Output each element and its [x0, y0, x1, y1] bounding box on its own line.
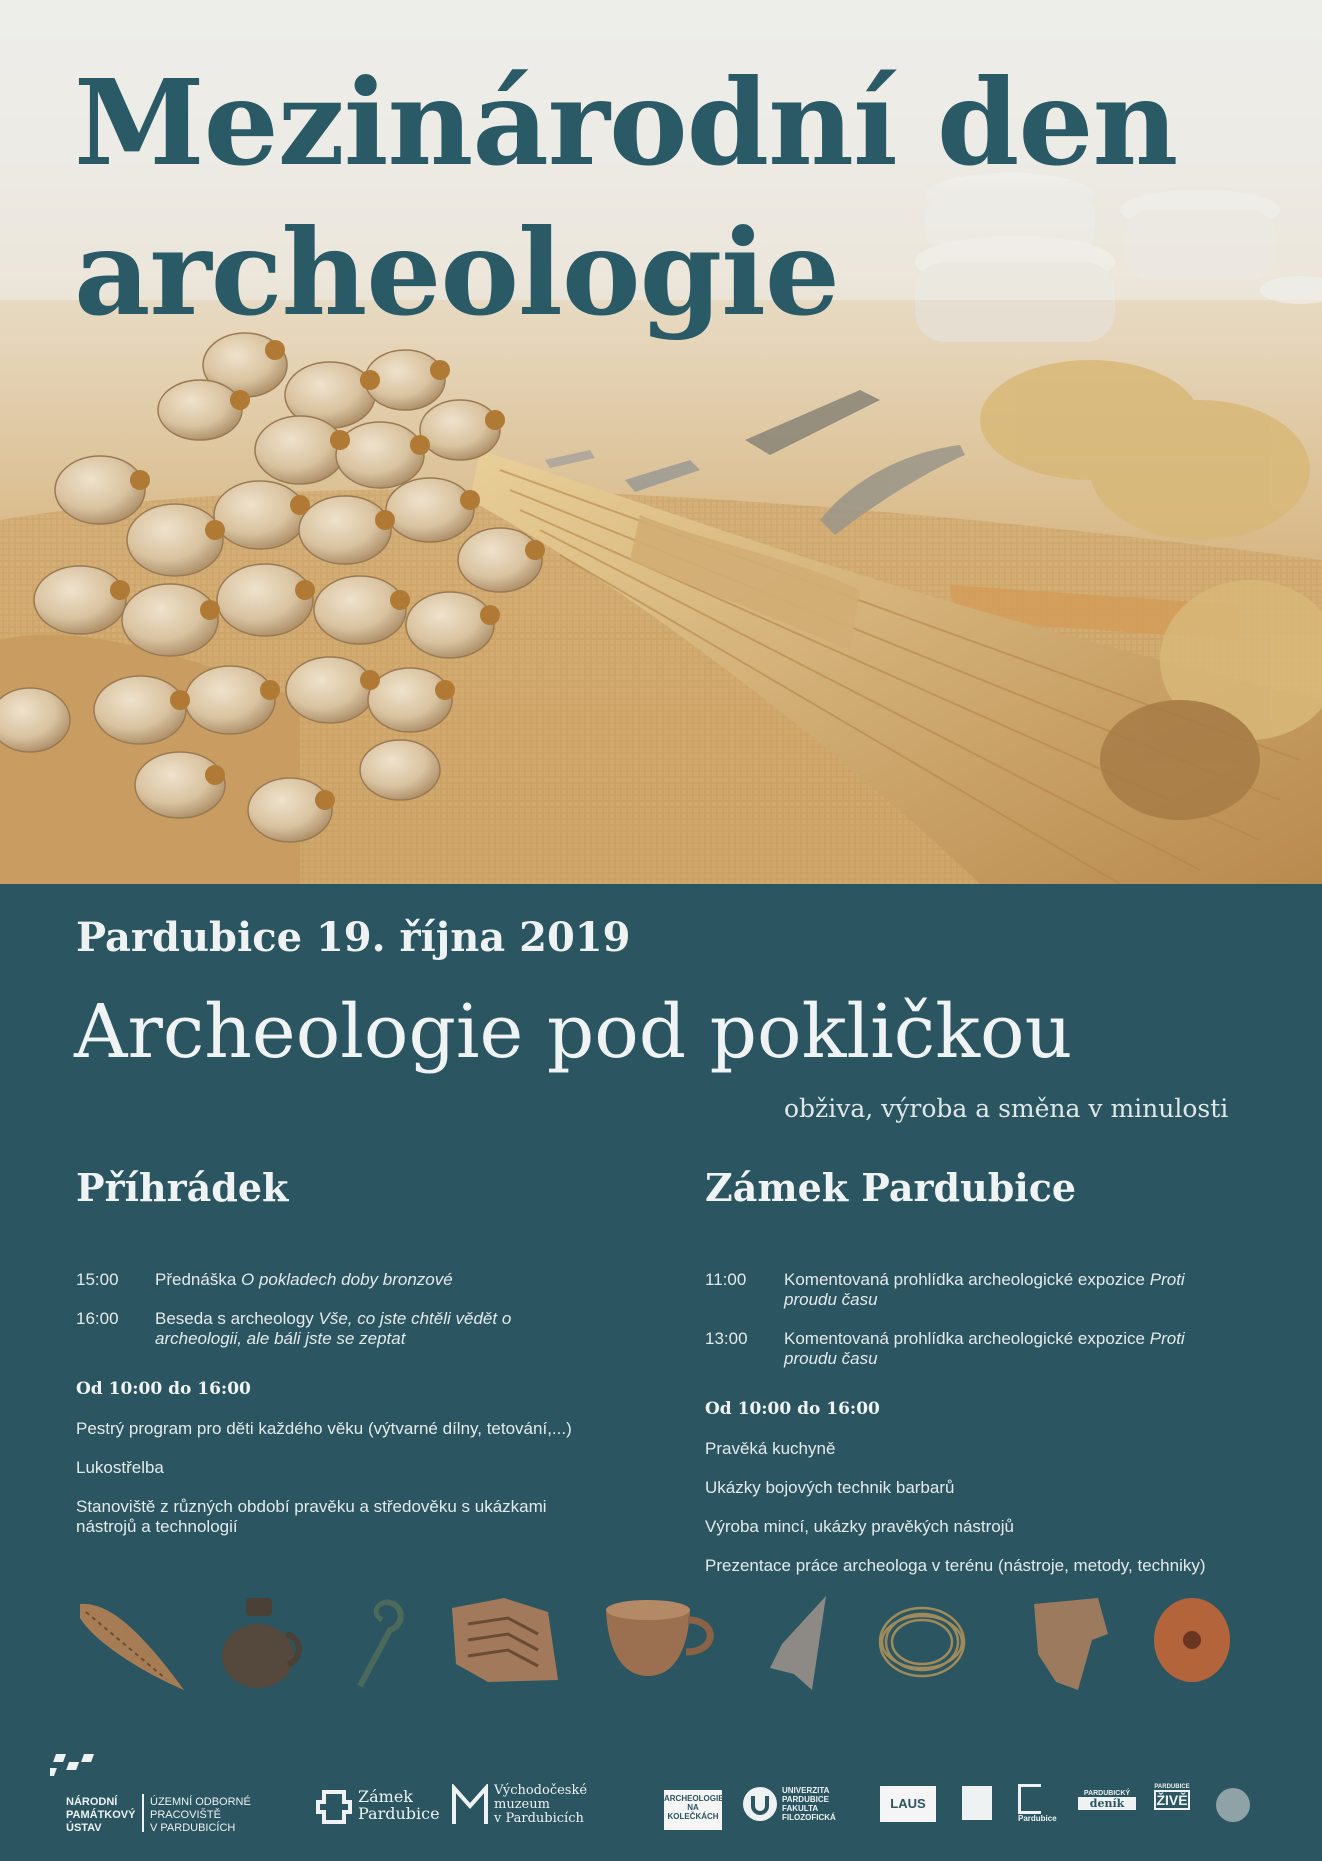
- upce-name: UNIVERZITA PARDUBICE FAKULTA FILOZOFICKÁ: [782, 1786, 836, 1822]
- program-item: Ukázky bojových technik barbarů: [705, 1478, 955, 1497]
- event-title: O pokladech doby bronzové: [241, 1270, 453, 1289]
- program-event: [76, 1270, 636, 1290]
- info-panel: [0, 884, 1322, 1861]
- cup-artifact: [602, 1594, 720, 1680]
- vcm-name: Východočeské muzeum v Pardubicích: [494, 1783, 588, 1826]
- npu-emblem-icon: [50, 1754, 102, 1784]
- hero-photo: [0, 0, 1322, 884]
- event-title: Proti proudu času: [784, 1329, 1185, 1368]
- program-item: Pravěká kuchyně: [705, 1439, 836, 1458]
- vessel-fragment-artifact: [1028, 1594, 1112, 1694]
- upce-emblem-icon: [742, 1786, 778, 1822]
- flint-arrowhead-artifact: [768, 1594, 828, 1694]
- pottery-shard-artifact: [448, 1594, 560, 1686]
- npu-branch: ÚZEMNÍ ODBORNÉ PRACOVIŠTĚ V PARDUBICÍCH: [150, 1796, 251, 1834]
- program-item: Výroba mincí, ukázky pravěkých nástrojů: [705, 1517, 1014, 1536]
- program-event: [76, 1309, 636, 1349]
- column-title: Zámek Pardubice: [705, 1165, 1077, 1210]
- main-title-line1: Mezinárodní den: [74, 53, 1178, 192]
- column-prihradek: [76, 1164, 636, 1556]
- pardubice-name: Pardubice: [1018, 1814, 1057, 1823]
- fibula-artifact: [346, 1594, 408, 1694]
- program-event: [705, 1329, 1265, 1369]
- program-item: Lukostřelba: [76, 1458, 164, 1477]
- program-event: [705, 1270, 1265, 1310]
- column-zamek-pardubice: [705, 1164, 1265, 1595]
- laus-logo: LAUS: [880, 1786, 936, 1822]
- main-title: [74, 48, 1177, 348]
- event-title: Vše, co jste chtěli vědět o archeologii, ale báli jste se zeptat: [155, 1309, 512, 1348]
- event-time: 13:00: [705, 1329, 748, 1348]
- partner-logos: [0, 1754, 1322, 1854]
- npu-logo: [50, 1754, 251, 1834]
- time-range: Od 10:00 do 16:00: [76, 1379, 251, 1399]
- coat-of-arms-icon: [962, 1786, 992, 1820]
- main-title-line2: archeologie: [74, 203, 839, 342]
- zamek-name: Zámek Pardubice: [358, 1787, 440, 1823]
- column-title: Příhrádek: [76, 1165, 289, 1210]
- program-item: Prezentace práce archeologa v terénu (nástroje, metody, techniky): [705, 1556, 1206, 1575]
- vcm-logo: [450, 1783, 588, 1831]
- npu-divider: [142, 1794, 144, 1832]
- jug-artifact: [218, 1594, 304, 1694]
- pardubice-city-logo: [1018, 1784, 1062, 1823]
- castle-emblem-icon: [316, 1786, 352, 1826]
- spindle-whorl-artifact: [1152, 1594, 1232, 1684]
- round-partner-logo-icon: [1216, 1788, 1250, 1822]
- program-item: Pestrý program pro děti každého věku (výtvarné dílny, tetování,...): [76, 1419, 572, 1438]
- event-title: Proti proudu času: [784, 1270, 1185, 1309]
- event-text: Beseda s archeology: [155, 1309, 319, 1328]
- event-time: 15:00: [76, 1270, 119, 1289]
- event-text: Komentovaná prohlídka archeologické expozice: [784, 1329, 1150, 1348]
- event-tagline: obživa, výroba a směna v minulosti: [784, 1094, 1229, 1123]
- upce-logo: [742, 1786, 836, 1827]
- archeologie-na-koleckach-logo: ARCHEOLOGIE NA KOLEČKÁCH: [664, 1790, 722, 1830]
- place-date: Pardubice 19. října 2019: [76, 914, 631, 961]
- bone-tool-artifact: [76, 1594, 188, 1694]
- program-item: Stanoviště z různých období pravěku a středověku s ukázkami nástrojů a technologií: [76, 1497, 547, 1536]
- pardubicky-denik-logo: PARDUBICKÝ deník: [1078, 1790, 1136, 1810]
- event-subtitle: Archeologie pod pokličkou: [74, 989, 1073, 1075]
- event-text: Komentovaná prohlídka archeologické expozice: [784, 1270, 1150, 1289]
- wire-coil-artifact: [874, 1594, 970, 1690]
- artifacts-row: [0, 1594, 1322, 1704]
- event-time: 16:00: [76, 1309, 119, 1328]
- pardubice-zive-logo: PARDUBICE ŽIVĚ: [1154, 1784, 1190, 1808]
- zamek-pardubice-logo: [316, 1786, 440, 1831]
- pardubice-mark-icon: [1018, 1784, 1041, 1814]
- time-range: Od 10:00 do 16:00: [705, 1399, 880, 1419]
- event-time: 11:00: [705, 1270, 747, 1289]
- vcm-emblem-icon: [450, 1784, 490, 1826]
- npu-name: NÁRODNÍ PAMÁTKOVÝ ÚSTAV: [66, 1796, 136, 1834]
- event-text: Přednáška: [155, 1270, 241, 1289]
